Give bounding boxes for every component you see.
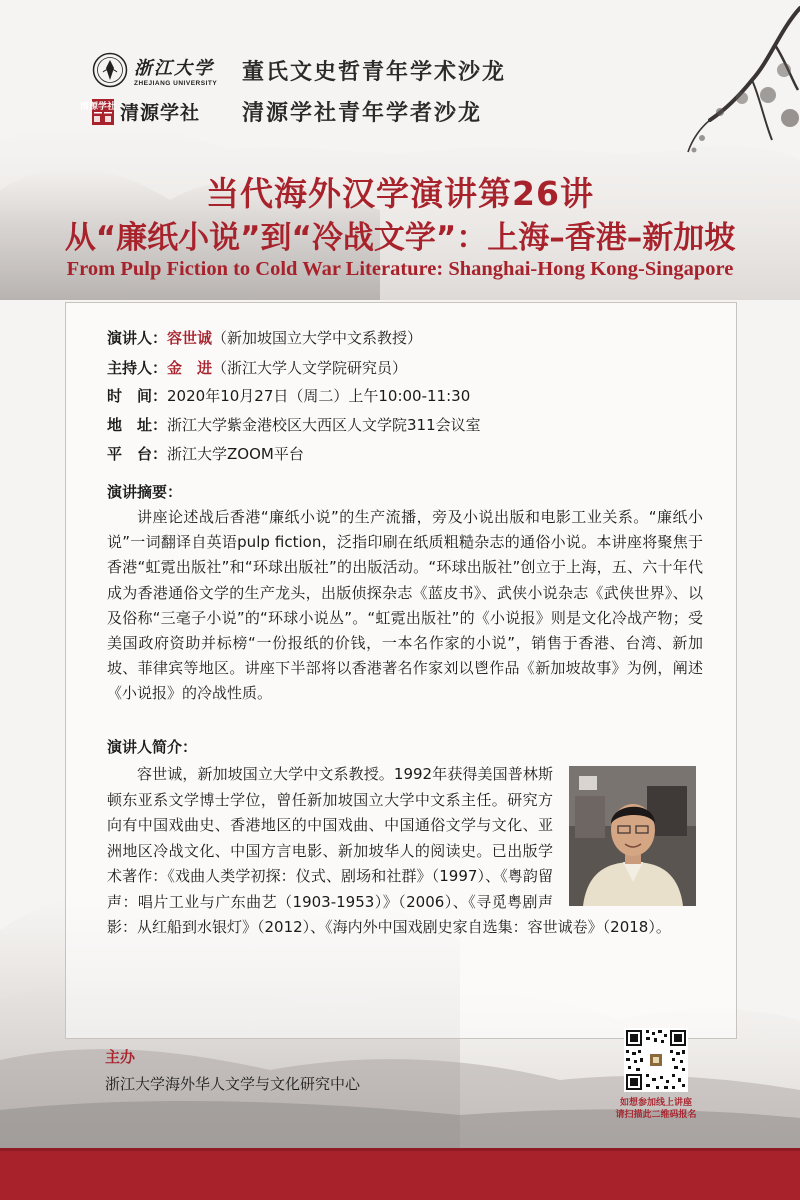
qr-note — [600, 1097, 712, 1121]
zju-logo-chinese: 浙江大学 — [134, 57, 214, 79]
platform-label: 平 台： — [107, 445, 168, 463]
address-value: 浙江大学紫金港校区大西区人文学院311会议室 — [167, 416, 481, 434]
host-label: 主持人： — [107, 359, 168, 377]
qr-note-line-2: 请扫描此二维码报名 — [615, 1110, 697, 1120]
address-row — [107, 414, 481, 435]
platform-row — [107, 443, 304, 464]
lecture-title-english: From Pulp Fiction to Cold War Literature: Shanghai-Hong Kong-Singapore — [66, 258, 734, 280]
speaker-row — [107, 327, 422, 348]
host-title: （浙江大学人文学院研究员） — [212, 359, 408, 377]
salon-title-1: 董氏文史哲青年学术沙龙 — [242, 59, 507, 85]
qr-note-line-1: 如想参加线上讲座 — [619, 1098, 692, 1108]
zju-logo — [92, 52, 232, 88]
time-row — [107, 385, 470, 406]
qingyuan-logo — [79, 98, 232, 125]
salon-title-2: 清源学社青年学者沙龙 — [242, 101, 483, 126]
organizer-heading: 主办 — [105, 1048, 136, 1066]
plum-branch-decoration — [680, 0, 800, 180]
speaker-photo — [569, 766, 696, 906]
zju-emblem-icon — [92, 52, 128, 88]
bio-heading: 演讲人简介： — [107, 738, 198, 756]
lecture-title-chinese: 从“廉纸小说”到“冷战文学”：上海–香港–新加坡 — [64, 220, 736, 256]
zju-logo-english: ZHEJIANG UNIVERSITY — [134, 79, 218, 87]
time-label: 时 间： — [107, 387, 168, 405]
bio-text: 容世诚，新加坡国立大学中文系教授。1992年获得美国普林斯顿东亚系文学博士学位，曾任新加坡国立大学中文系主任。研究方向有中国戏曲史、香港地区的中国戏曲、中国通俗文学与文化、亚洲地区冷战文化、中国方言电影、新加坡华人的阅读史。已出版学术著作：《戏曲人类学初探：仪式、剧场和社群》（1997）、《粤韵留声：唱片工业与广东曲艺（1903-1953）》（2006）、《寻觅粤剧声影：从红船到水银灯》（2012）、《海内外中国戏剧史家自选集：容世诚卷》（2018）。 — [107, 765, 671, 936]
address-label: 地 址： — [107, 416, 168, 434]
zju-salon-row — [92, 52, 506, 88]
lecture-series-title: 当代海外汉学演讲第26讲 — [206, 174, 594, 213]
registration-qr-code[interactable] — [624, 1028, 688, 1092]
host-name: 金 进 — [167, 359, 213, 377]
speaker-name: 容世诚 — [167, 329, 213, 347]
host-row — [107, 357, 407, 378]
qingyuan-seal-icon — [79, 99, 117, 125]
platform-value: 浙江大学ZOOM平台 — [167, 445, 304, 463]
qingyuan-seal-char: 清源学社 — [79, 101, 117, 112]
abstract-text: 讲座论述战后香港“廉纸小说”的生产流播，旁及小说出版和电影工业关系。“廉纸小说”一词翻译自英语pulp fiction，泛指印刷在纸质粗糙杂志的通俗小说。本讲座将聚焦于香港“虹霓出版社”和“环球出版社”的出版活动。“环球出版社”创立于上海，五、六十年代成为香港通俗文学的生产龙头，出版侦探杂志《蓝皮书》、武侠小说杂志《武侠世界》、以及俗称“三毫子小说”的“环球小说丛”。“虹霓出版社”的《小说报》则是文化冷战产物；受美国政府资助并标榜“一份报纸的价钱，一本名作家的小说”，销售于香港、台湾、新加坡、菲律宾等地区。讲座下半部将以香港著名作家刘以鬯作品《新加坡故事》为例，阐述《小说报》的冷战性质。 — [107, 508, 703, 703]
qingyuan-logo-name: 清源学社 — [120, 102, 201, 124]
qingyuan-salon-row — [79, 96, 483, 127]
abstract-heading: 演讲摘要： — [107, 483, 183, 501]
speaker-label: 演讲人： — [107, 329, 168, 347]
speaker-title: （新加坡国立大学中文系教授） — [212, 329, 423, 347]
bottom-red-band — [0, 1148, 800, 1200]
time-value: 2020年10月27日（周二）上午10:00-11:30 — [167, 387, 471, 405]
organizer-name: 浙江大学海外华人文学与文化研究中心 — [105, 1075, 361, 1093]
